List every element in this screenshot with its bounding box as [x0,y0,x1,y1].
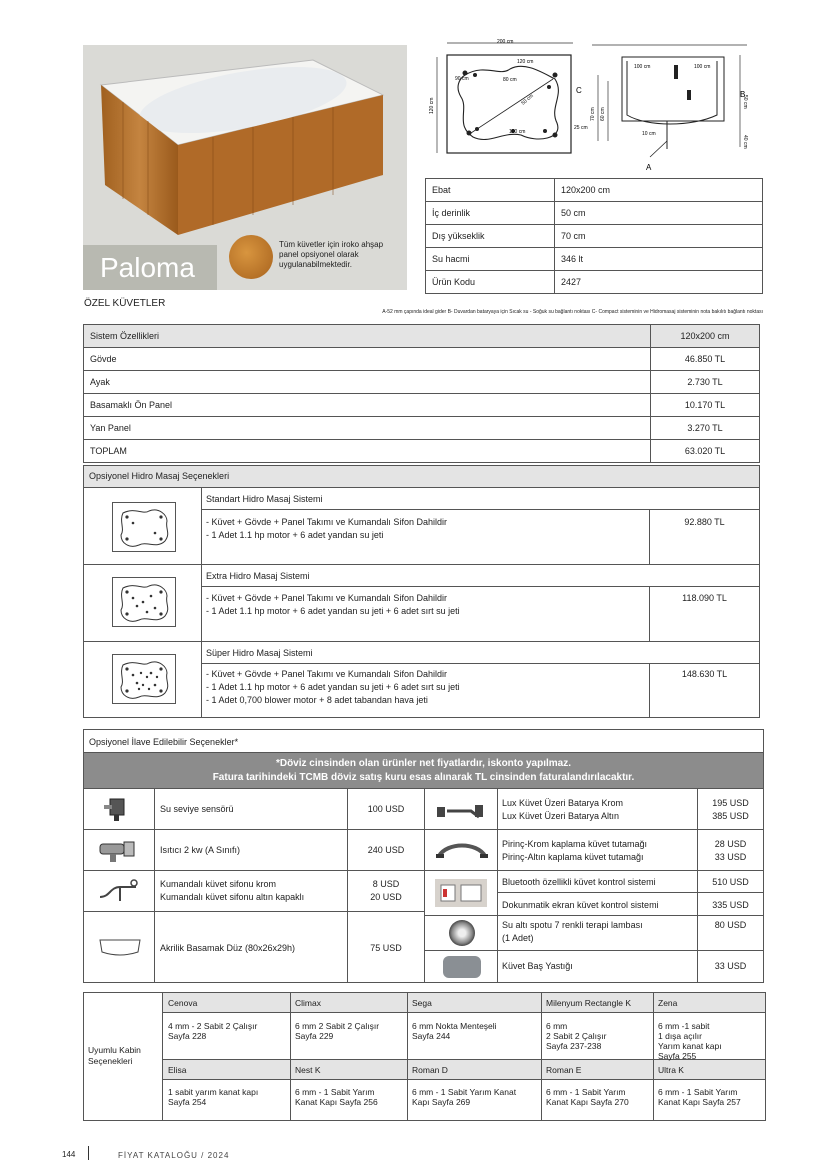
spec-label: Ebat [426,179,555,202]
extra-item-price: 80 USD [714,920,747,930]
dim-top-height: 120 cm [429,97,435,114]
extra-item-label: Pirinç-Krom kaplama küvet tutamağı [502,839,648,849]
heater-icon [96,836,142,864]
dim-inner-90: 90 cm [455,76,469,82]
tub-plan-icon [112,502,176,552]
dim-side-25: 25 cm [574,125,588,131]
hydro-item-line: - Küvet + Gövde + Panel Takımı ve Kumandalı Sifon Dahildir [206,669,447,679]
extra-item-label: Su seviye sensörü [160,804,234,814]
extras-notice-line: Fatura tarihindeki TCMB döviz satış kuru esas alınarak TL cinsinden faturalandırılacaktır. [212,772,635,783]
system-header-label: Sistem Özellikleri [84,325,651,348]
label-b: B [740,90,746,99]
cabin-name: Roman E [546,1065,582,1075]
cabin-desc: 6 mm -1 sabit 1 dışa açılır Yarım kanat kapı Sayfa 255 [658,1021,722,1061]
extra-item [425,916,763,951]
extra-item [425,871,763,916]
extra-item-price: 20 USD [370,892,402,902]
spec-value: 120x200 cm [555,179,763,202]
extra-item-label: Su altı spotu 7 renkli terapi lambası [502,920,643,930]
cabin-name: Milenyum Rectangle K [546,998,632,1008]
system-row [84,440,760,463]
spec-table [425,178,763,294]
system-value: 46.850 TL [651,348,760,371]
hydro-item [84,565,759,642]
system-row [84,417,760,440]
extra-item-label: Kumandalı küvet sifonu altın kapaklı [160,892,305,902]
hydro-item-name: Extra Hidro Masaj Sistemi [206,571,310,581]
cabin-name: Elisa [168,1065,187,1075]
extras-left-col [84,789,424,982]
handle-icon [435,838,489,862]
hydro-item-line: - 1 Adet 1.1 hp motor + 6 adet yandan su jeti + 6 adet sırt su jeti [206,682,460,692]
cabin-name: Climax [295,998,321,1008]
dim-side-40: 40 cm [742,135,748,149]
dim-side-100a: 100 cm [634,64,651,70]
top-view-drawing [425,35,585,165]
extras-title: Opsiyonel İlave Edilebilir Seçenekler* [84,730,763,753]
footer-divider [88,1146,89,1160]
page-number: 144 [62,1150,76,1159]
hydro-item [84,488,759,565]
control-panel-icon [435,879,487,907]
extra-item-label: Akrilik Basamak Düz (80x26x29h) [160,943,296,953]
system-row [84,348,760,371]
cabin-desc: 6 mm 2 Sabit 2 Çalışır Sayfa 229 [295,1021,380,1041]
extra-item-price: 100 USD [367,804,405,814]
system-label: Basamaklı Ön Panel [84,394,651,417]
system-label: TOPLAM [84,440,651,463]
hydro-item [84,642,759,717]
extras-notice [84,753,763,789]
extra-item-label: (1 Adet) [502,933,534,943]
extra-item-price: 335 USD [712,900,749,910]
dim-inner-50: 50 cm [520,93,535,107]
extra-item-label: Bluetooth özellikli küvet kontrol sistemi [502,877,656,887]
hydro-item-price: 92.880 TL [684,517,725,527]
cabin-label: Uyumlu Kabin Seçenekleri [88,1045,141,1066]
hydro-item-line: - 1 Adet 1.1 hp motor + 6 adet yandan su jeti [206,530,384,540]
cabin-name: Roman D [412,1065,448,1075]
extra-item [84,789,424,830]
side-view-drawing [572,35,762,175]
cabin-section [83,992,766,1121]
siphon-icon [96,877,144,905]
hydro-title: Opsiyonel Hidro Masaj Seçenekleri [84,466,759,488]
hydro-item-line: - Küvet + Gövde + Panel Takımı ve Kumandalı Sifon Dahildir [206,593,447,603]
extra-item [84,871,424,912]
extra-item-label: Küvet Baş Yastığı [502,961,573,971]
hydro-item-name: Standart Hidro Masaj Sistemi [206,494,323,504]
faucet-icon [435,797,487,823]
cabin-desc: 6 mm - 1 Sabit Yarım Kanat Kapı Sayfa 270 [546,1087,629,1107]
spec-value: 346 lt [555,248,763,271]
tub-plan-icon [112,577,176,627]
spot-light-icon [449,920,475,946]
system-value: 10.170 TL [651,394,760,417]
spec-label: Dış yükseklik [426,225,555,248]
cabin-desc: 6 mm - 1 Sabit Yarım Kanat Kapı Sayfa 257 [658,1087,741,1107]
spec-label: Su hacmi [426,248,555,271]
extra-item-price: 195 USD [712,798,749,808]
cabin-name: Zena [658,998,678,1008]
hydro-item-line: - 1 Adet 0,700 blower motor + 8 adet tabandan hava jeti [206,695,428,705]
extra-item-label: Kumandalı küvet sifonu krom [160,879,277,889]
extra-item [425,789,763,830]
dim-side-60: 60 cm [600,107,606,121]
hydro-item-line: - 1 Adet 1.1 hp motor + 6 adet yandan su jeti + 6 adet sırt su jeti [206,606,460,616]
extra-item-price: 28 USD [714,839,747,849]
hydro-item-price: 118.090 TL [682,593,727,603]
system-value: 2.730 TL [651,371,760,394]
system-label: Gövde [84,348,651,371]
cabin-desc: 6 mm Nokta Menteşeli Sayfa 244 [412,1021,497,1041]
spec-value: 50 cm [555,202,763,225]
extra-item-label: Isıtıcı 2 kw (A Sınıfı) [160,845,241,855]
system-label: Yan Panel [84,417,651,440]
extra-item [425,951,763,982]
spec-value: 70 cm [555,225,763,248]
product-name: Paloma [100,252,195,283]
extra-item [84,912,424,982]
label-a: A [646,163,652,172]
cabin-name: Sega [412,998,432,1008]
system-value: 63.020 TL [651,440,760,463]
cabin-name: Cenova [168,998,198,1008]
dim-inner-120: 120 cm [517,59,534,65]
system-label: Ayak [84,371,651,394]
extra-item-price: 8 USD [372,879,400,889]
extra-item [84,830,424,871]
pillow-icon [443,956,481,978]
dim-side-70: 70 cm [590,107,596,121]
tub-plan-icon [112,654,176,704]
hydro-item-line: - Küvet + Gövde + Panel Takımı ve Kumandalı Sifon Dahildir [206,517,447,527]
extra-item-label: Pirinç-Altın kaplama küvet tutamağı [502,852,644,862]
extra-item-label: Dokunmatik ekran küvet kontrol sistemi [502,900,659,910]
extra-item-price: 75 USD [370,943,402,953]
system-header-value: 120x200 cm [651,325,760,348]
cabin-grid [163,993,765,1120]
extras-right-col [425,789,763,982]
step-icon [96,932,144,960]
cabin-desc: 1 sabit yarım kanat kapı Sayfa 254 [168,1087,259,1107]
cabin-desc: 6 mm - 1 Sabit Yarım Kanat Kapı Sayfa 256 [295,1087,378,1107]
dim-side-10: 10 cm [642,131,656,137]
extra-item-price: 510 USD [712,877,749,887]
spec-label: Ürün Kodu [426,271,555,294]
system-row [84,371,760,394]
spec-label: İç derinlik [426,202,555,225]
extras-section [83,729,764,983]
wood-sample [229,235,273,279]
spec-row [426,225,763,248]
spec-row [426,202,763,225]
dim-side-100b: 100 cm [694,64,711,70]
dim-inner-100: 100 cm [509,129,526,135]
system-row [84,394,760,417]
catalog-title: FİYAT KATALOĞU / 2024 [118,1151,230,1160]
level-sensor-icon [102,795,132,823]
cabin-desc: 6 mm - 1 Sabit Yarım Kanat Kapı Sayfa 269 [412,1087,517,1107]
wood-note: Tüm küvetler için iroko ahşap panel opsiyonel olarak uygulanabilmektedir. [279,240,384,269]
label-c: C [576,86,582,95]
extra-item-label: Lux Küvet Üzeri Batarya Altın [502,811,620,821]
system-header-row [84,325,760,348]
extra-item-price: 240 USD [367,845,405,855]
dim-side-50: 50 cm [742,95,748,109]
hydro-item-name: Süper Hidro Masaj Sistemi [206,648,313,658]
extra-item-price: 385 USD [712,811,749,821]
cabin-name: Nest K [295,1065,321,1075]
extra-item-label: Lux Küvet Üzeri Batarya Krom [502,798,624,808]
spec-value: 2427 [555,271,763,294]
extra-item [425,830,763,871]
cabin-desc: 6 mm 2 Sabit 2 Çalışır Sayfa 237-238 [546,1021,607,1051]
extra-item-price: 33 USD [714,961,747,971]
dim-top-width: 200 cm [497,39,514,45]
cabin-name: Ultra K [658,1065,684,1075]
spec-row [426,179,763,202]
dim-inner-80: 80 cm [503,77,517,83]
section-title: ÖZEL KÜVETLER [84,298,166,309]
system-value: 3.270 TL [651,417,760,440]
extras-notice-line: *Döviz cinsinden olan ürünler net fiyatlardır, iskonto yapılmaz. [275,758,572,769]
spec-row [426,271,763,294]
drawing-footnote: A-52 mm çapında ideal gider B- Duvardan bataryaya için Sıcak su - Soğuk su bağlantı noktası C- Compact sisteminin ve Hidromasaj sisteminin nota bakılıtı bağlantı noktası [382,309,763,315]
system-table [83,324,760,463]
hydro-item-price: 148.630 TL [681,669,728,679]
hydro-section [83,465,760,718]
extra-item-price: 33 USD [714,852,747,862]
cabin-desc: 4 mm - 2 Sabit 2 Çalışır Sayfa 228 [168,1021,258,1041]
spec-row [426,248,763,271]
